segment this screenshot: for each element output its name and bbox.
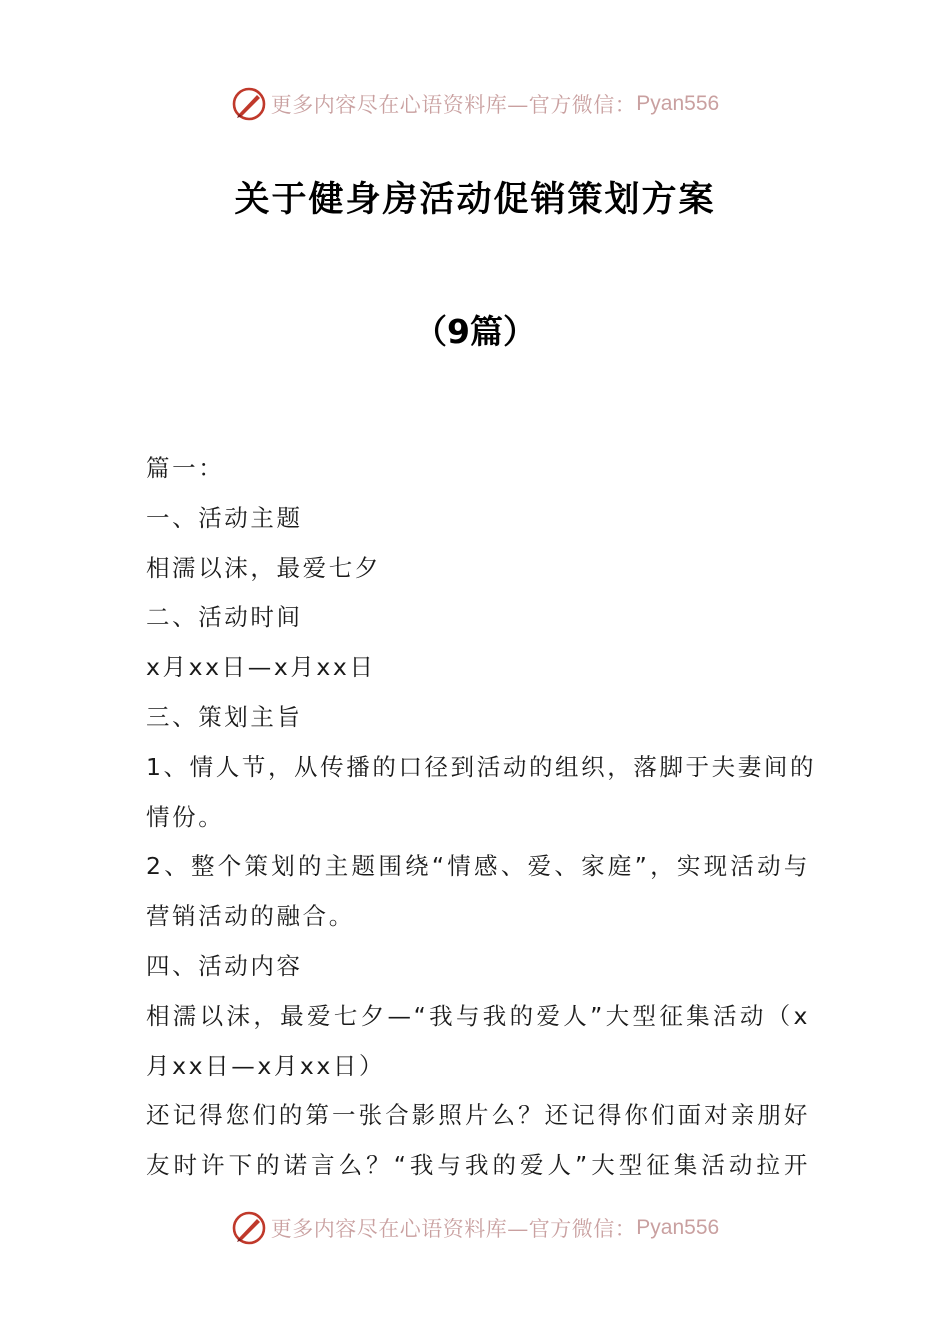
text-line: 月xx日—x月xx日） (146, 1051, 386, 1080)
text-line: 一、活动主题 (146, 503, 303, 532)
document-subtitle: （9篇） (414, 312, 536, 351)
text-line: 2、整个策划的主题围绕“情感、爱、家庭”，实现活动与 (146, 852, 810, 881)
text-line: 相濡以沫，最爱七夕 (146, 553, 381, 582)
text-line: x月xx日—x月xx日 (146, 653, 376, 682)
text-line: 友时许下的诺言么？“我与我的爱人”大型征集活动拉开 (146, 1151, 810, 1180)
document-title: 关于健身房活动促销策划方案 (234, 180, 716, 220)
watermark-wechat-id: Pyan556 (636, 92, 720, 115)
text-line: 四、活动内容 (146, 951, 303, 980)
watermark-text: 更多内容尽在心语资料库—官方微信： (270, 1217, 637, 1241)
watermark-header (0, 84, 950, 124)
watermark-footer (0, 1208, 950, 1248)
text-line: 相濡以沫，最爱七夕—“我与我的爱人”大型征集活动（x (146, 1001, 810, 1030)
pen-circle-logo-icon (231, 1210, 267, 1246)
watermark-wechat-id: Pyan556 (636, 1216, 720, 1239)
document-body (146, 444, 817, 1191)
text-line: 营销活动的融合。 (146, 902, 355, 931)
text-line: 还记得您们的第一张合影照片么？还记得你们面对亲朋好 (146, 1101, 810, 1130)
text-line: 情份。 (146, 802, 225, 831)
watermark-text: 更多内容尽在心语资料库—官方微信： (270, 93, 637, 117)
pen-circle-logo-icon (231, 86, 267, 122)
text-line: 1、情人节，从传播的口径到活动的组织，落脚于夫妻间的 (146, 752, 817, 781)
text-line: 篇一： (146, 454, 225, 482)
text-line: 二、活动时间 (146, 603, 303, 632)
text-line: 三、策划主旨 (146, 702, 303, 731)
